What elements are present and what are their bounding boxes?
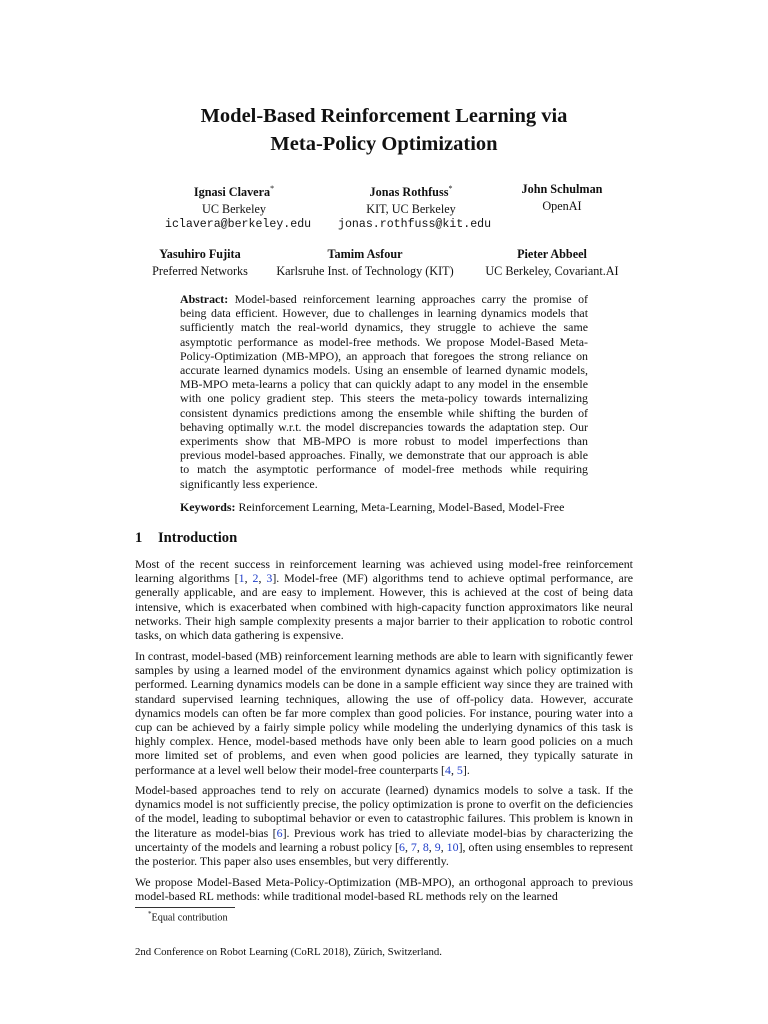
citation-link[interactable]: 5 [456, 762, 463, 777]
venue-line: 2nd Conference on Robot Learning (CoRL 2018), Zürich, Switzerland. [135, 946, 442, 958]
author-affiliation: Preferred Networks [152, 263, 248, 278]
keywords-text: Reinforcement Learning, Meta-Learning, Model-Based, Model-Free [238, 500, 565, 514]
abstract [180, 292, 588, 491]
footnote-mark: * [148, 910, 152, 918]
paragraph-text: ], often using ensembles to represent the posterior. This paper also uses ensembles, but very differently. [135, 839, 633, 869]
paragraph-text: ]. [462, 762, 470, 777]
author-block [165, 181, 312, 234]
author-name: Ignasi Clavera [193, 185, 271, 200]
paragraph-text: Most of the recent success in reinforcement learning was achieved using model-free reinforcement learning algorithms [ [135, 557, 633, 586]
paragraph-text: In contrast, model-based (MB) reinforcement learning methods are able to learn with significantly fewer samples by using a learned model of the environment dynamics against which policy optimization is performed. Learning dynamics models can be done in a sample efficient way since they are trained with standard supervised learning techniques, allowing the use of off-policy data. However, accurate dynamics models can often be far more complex than good policies. For instance, pouring water into a cup can be achieved by a fairly simple policy while modeling the underlying dynamics of this task is highly complex. Hence, model-based methods have only been able to learn good policies on a much more limited set of problems, and even when good policies are learned, they typically saturate in performance at a level well below their model-free counterparts [ [135, 649, 633, 777]
paragraph-text: Model-based approaches tend to rely on accurate (learned) dynamics models to solve a task. If the dynamics model is not sufficiently precise, the policy optimization is prone to overfit on the deficiencies of the model, leading to suboptimal behavior or even to catastrophic failures. This problem is known in the literature as model-bias [ [135, 783, 633, 840]
author-block [510, 181, 614, 214]
paragraph-text: , [404, 839, 411, 854]
citation-link[interactable]: 2 [252, 571, 259, 586]
footnote [148, 910, 228, 923]
author-affiliation: UC Berkeley, Covariant.AI [485, 263, 619, 278]
citation-link[interactable]: 10 [446, 839, 459, 854]
citation-link[interactable]: 7 [410, 839, 417, 854]
citation-link[interactable]: 6 [276, 825, 283, 840]
citation-link[interactable]: 4 [445, 762, 451, 777]
citation-link[interactable]: 6 [398, 839, 405, 854]
paragraph-text: , [244, 571, 253, 586]
author-email[interactable]: iclavera@berkeley.edu [165, 218, 312, 232]
citation-link[interactable]: 9 [434, 839, 441, 854]
paragraph-text: We propose Model-Based Meta-Policy-Optimization (MB-MPO), an orthogonal approach to previous model-based RL methods: while traditional model-based RL methods rely on the learned [135, 875, 633, 904]
author-block [338, 181, 492, 234]
abstract-label: Abstract: [180, 292, 229, 306]
author-block [476, 246, 628, 279]
citation-link[interactable]: 8 [422, 839, 429, 854]
author-name: Tamim Asfour [327, 247, 403, 261]
footnote-rule [135, 907, 235, 908]
author-name: Jonas Rothfuss [369, 185, 449, 200]
body-paragraph [135, 875, 633, 903]
author-affiliation: UC Berkeley [202, 201, 266, 216]
paragraph-text: , [440, 839, 447, 854]
author-affiliation: KIT, UC Berkeley [366, 201, 456, 216]
author-name: Yasuhiro Fujita [159, 247, 241, 261]
author-name: Pieter Abbeel [517, 247, 587, 261]
paragraph-text: , [450, 762, 457, 777]
author-affiliation: OpenAI [542, 198, 582, 213]
body-paragraph [135, 783, 633, 868]
title-line-1: Model-Based Reinforcement Learning via [200, 105, 568, 127]
keywords-label: Keywords: [180, 500, 236, 514]
paragraph-text: , [416, 839, 423, 854]
author-affiliation: Karlsruhe Inst. of Technology (KIT) [276, 263, 454, 278]
section-number: 1 [135, 530, 143, 546]
section-heading [135, 530, 237, 547]
citation-link[interactable]: 3 [266, 571, 273, 586]
keywords [180, 500, 600, 514]
paragraph-text: ]. Previous work has tried to alleviate model-bias by characterizing the uncertainty of the models and learning a robust policy [ [135, 825, 633, 854]
paper-title [0, 102, 768, 158]
equal-contribution-mark: * [270, 184, 275, 193]
abstract-text: Model-based reinforcement learning approaches carry the promise of being data efficient. However, due to challenges in learning dynamics models that sufficiently match the real-world dynamics, they struggle to achieve the same asymptotic performance as model-free methods. We propose Model-Based Meta-Policy-Optimization (MB-MPO), an approach that foregoes the strong reliance on accurate learned dynamics models. Using an ensemble of learned dynamic models, MB-MPO meta-learns a policy that can quickly adapt to any model in the ensemble with one policy gradient step. This steers the meta-policy towards internalizing consistent dynamics predictions among the ensemble while shifting the burden of behaving optimally w.r.t. the model discrepancies towards the adaptation step. Our experiments show that MB-MPO is more robust to model imperfections than previous model-based approaches. Finally, we demonstrate that our approach is able to match the asymptotic performance of model-free methods while requiring significantly less experience. [180, 292, 588, 491]
paragraph-text: , [258, 571, 267, 586]
author-block [147, 246, 253, 279]
body-paragraph [135, 557, 633, 642]
body-paragraph [135, 649, 633, 777]
citation-link[interactable]: 1 [238, 571, 245, 586]
section-title: Introduction [158, 530, 238, 546]
author-block [270, 246, 460, 279]
paragraph-text: , [428, 839, 435, 854]
footnote-text: Equal contribution [151, 912, 228, 924]
title-line-2: Meta-Policy Optimization [270, 133, 498, 155]
author-email[interactable]: jonas.rothfuss@kit.edu [338, 218, 492, 232]
equal-contribution-mark: * [448, 184, 453, 193]
author-name: John Schulman [521, 182, 603, 196]
paragraph-text: ]. Model-free (MF) algorithms tend to achieve optimal performance, are generally applicable, and are easy to implement. However, this is achieved at the cost of being data intensive, which is exacerbated when combined with high-capacity function approximators like neural networks. Their high sample complexity presents a major barrier to their application to robotic control tasks, on which data gathering is expensive. [135, 571, 633, 643]
